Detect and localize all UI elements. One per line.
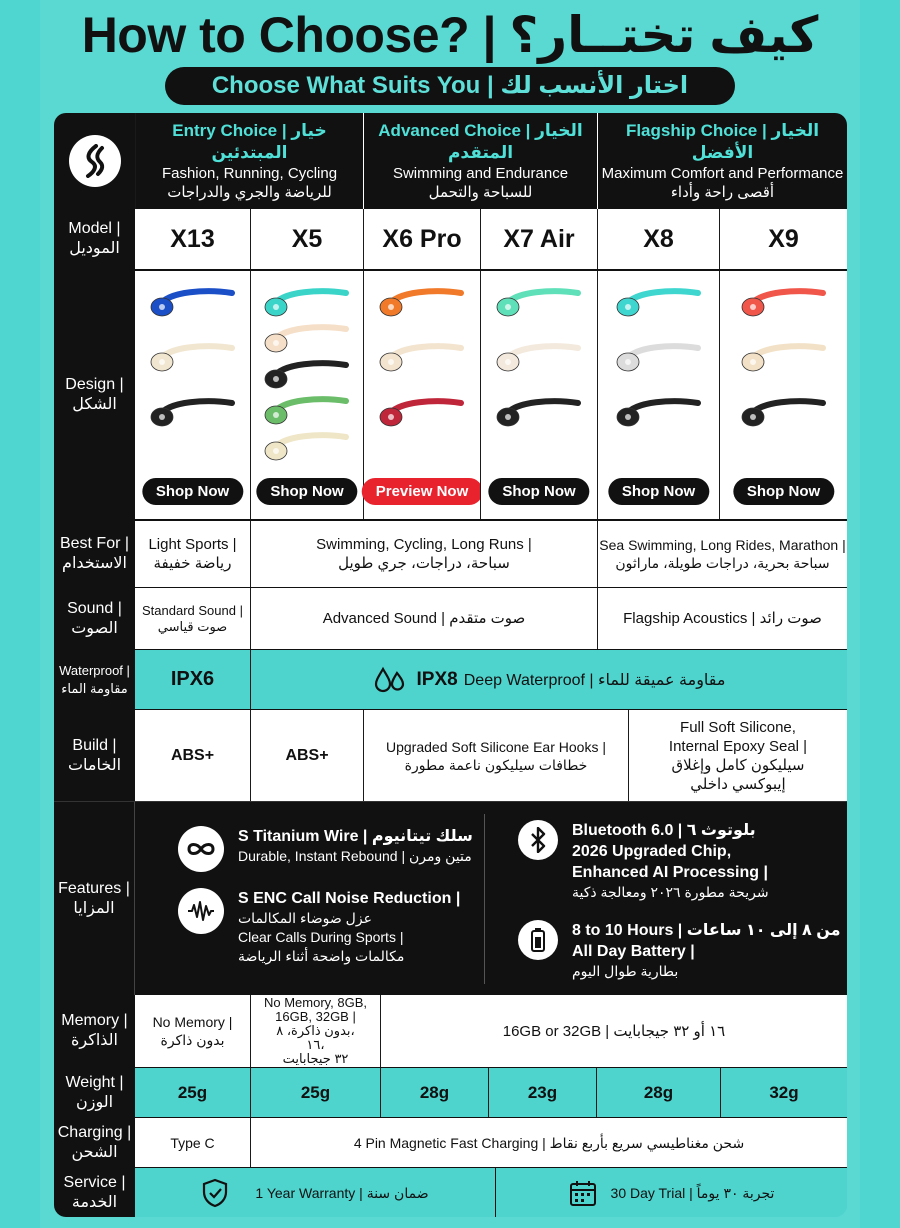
memory-l3: بدون ذاكرة، ٨، (276, 1023, 355, 1038)
model-name: X8 (643, 224, 674, 253)
sound-ar: صوت قياسي (157, 618, 228, 634)
weight-value: 32g (769, 1082, 799, 1102)
preview-now-button[interactable]: Preview Now (362, 478, 483, 505)
build-label-ar: الخامات (67, 756, 122, 774)
ipx6-rating: IPX6 (170, 668, 215, 690)
build-text-ar: خطافات سيليكون ناعمة مطورة (404, 756, 588, 773)
headphone-image (494, 393, 584, 429)
headphone-image (739, 283, 829, 319)
infinity-icon (178, 826, 224, 872)
headphone-image (739, 393, 829, 429)
feature-title: S ENC Call Noise Reduction | (238, 890, 461, 907)
waterproof-entry (135, 650, 250, 709)
feature-line: شريحة مطورة ٢٠٢٦ ومعالجة ذكية (572, 884, 769, 900)
weight-label-ar: الوزن (75, 1093, 114, 1111)
charging-label (54, 1118, 135, 1167)
tier-flagship-title: Flagship Choice | الخيار الأفضل (625, 121, 820, 162)
feature-line: بطارية طوال اليوم (572, 963, 679, 979)
weight-x9 (720, 1068, 847, 1117)
waterproof-label-ar: مقاومة الماء (61, 680, 128, 696)
build-flagship (628, 710, 847, 801)
headphone-image (494, 338, 584, 374)
shop-now-button[interactable]: Shop Now (142, 478, 243, 505)
sound-text: Flagship Acoustics | صوت رائد (623, 610, 822, 627)
waterproof-row (54, 649, 847, 709)
tier-flagship (597, 113, 847, 209)
best-for-en: Sea Swimming, Long Rides, Marathon | (599, 537, 846, 553)
tier-entry-title: Entry Choice | خيار المبتدئين (172, 121, 327, 162)
tier-entry-sub-ar: للرياضة والجري والدراجات (167, 184, 332, 201)
design-x5 (250, 271, 363, 519)
memory-row (54, 995, 847, 1067)
feature-line: 2026 Upgraded Chip, (572, 843, 732, 860)
feature-title: 8 to 10 Hours | من ٨ إلى ١٠ ساعات (572, 922, 841, 939)
memory-label-ar: الذاكرة (71, 1032, 118, 1049)
model-name: X9 (768, 224, 799, 253)
headphone-image (148, 283, 238, 319)
build-label-en: Build | (72, 736, 117, 754)
weight-label-en: Weight | (65, 1073, 124, 1091)
headphone-images (720, 283, 847, 473)
sound-label-ar: الصوت (71, 619, 118, 637)
build-text-l2: Internal Epoxy Seal | (668, 737, 808, 755)
design-x9 (719, 271, 847, 519)
memory-l5: ٣٢ جيجابايت (282, 1051, 349, 1066)
weight-value: 25g (300, 1082, 331, 1102)
weight-x5 (250, 1068, 380, 1117)
ipx8-rating: IPX8 (416, 668, 458, 690)
shield-check-icon (201, 1178, 229, 1208)
feature-line: All Day Battery | (572, 943, 695, 960)
design-label-ar: الشكل (72, 396, 117, 413)
tier-advanced-title: Advanced Choice | الخيار المتقدم (378, 121, 583, 162)
build-text-l3: سيليكون كامل وإغلاق (671, 756, 805, 774)
feature-line: عزل ضوضاء المكالمات (238, 910, 372, 926)
best-for-ar: رياضة خفيفة (153, 555, 232, 572)
best-for-label-ar: الاستخدام (62, 555, 127, 572)
build-x13 (135, 710, 250, 801)
headphone-image (148, 338, 238, 374)
headphone-image (262, 283, 352, 319)
feature-line: Enhanced AI Processing | (572, 864, 768, 881)
feature-bluetooth-text (572, 820, 769, 902)
tier-advanced-sub-en: Swimming and Endurance (392, 165, 569, 182)
tier-flagship-sub-en: Maximum Comfort and Performance (601, 165, 844, 182)
weight-x8 (596, 1068, 720, 1117)
model-label (54, 209, 135, 269)
tier-flagship-sub-ar: أقصى راحة وأداء (670, 184, 775, 201)
tier-advanced-sub-ar: للسباحة والتحمل (428, 184, 533, 201)
design-label (54, 271, 135, 519)
charging-row (54, 1117, 847, 1167)
battery-icon (518, 920, 558, 960)
weight-x13 (135, 1068, 250, 1117)
best-for-entry (135, 521, 250, 587)
memory-l1: No Memory, 8GB, (263, 995, 368, 1010)
memory-en: No Memory | (152, 1014, 233, 1030)
feature-bluetooth (518, 820, 769, 902)
memory-text: 16GB or 32GB | ١٦ أو ٣٢ جيجابايت (502, 1022, 726, 1040)
feature-titanium-text (238, 826, 473, 866)
features-row (54, 801, 847, 995)
water-drops-icon (373, 666, 407, 694)
waterproof-label-en: Waterproof | (59, 662, 130, 678)
memory-rest (380, 995, 847, 1067)
waterproof-label (54, 650, 135, 709)
build-text-l1: Full Soft Silicone, (680, 718, 796, 736)
features-label (54, 802, 135, 995)
feature-title: Bluetooth 6.0 | بلوتوث ٦ (572, 822, 756, 839)
memory-l2: 16GB, 32GB | (275, 1009, 356, 1024)
best-for-label-en: Best For | (59, 535, 130, 552)
headphone-image (262, 355, 352, 391)
headphone-image (739, 338, 829, 374)
weight-value: 23g (527, 1082, 558, 1102)
best-for-flagship (597, 521, 847, 587)
model-x9 (719, 209, 847, 269)
model-x7air (480, 209, 597, 269)
shop-now-button[interactable]: Shop Now (733, 478, 834, 505)
weight-x7air (488, 1068, 596, 1117)
model-name: X5 (291, 224, 323, 253)
tier-entry (135, 113, 363, 209)
model-x8 (597, 209, 719, 269)
feature-battery (518, 920, 841, 981)
warranty-text: 1 Year Warranty | ضمان سنة (255, 1184, 429, 1201)
sound-text: Advanced Sound | صوت متقدم (322, 610, 526, 627)
design-label-en: Design | (65, 376, 124, 393)
shop-now-button[interactable]: Shop Now (488, 478, 589, 505)
service-label-ar: الخدمة (71, 1193, 118, 1211)
weight-label (54, 1068, 135, 1117)
feature-title: S Titanium Wire | سلك تيتانيوم (238, 828, 473, 845)
features-divider (484, 814, 485, 984)
headphone-image (377, 338, 467, 374)
build-text-l4: إيبوكسي داخلي (690, 775, 786, 793)
sound-entry (135, 588, 250, 649)
service-label (54, 1168, 135, 1217)
tier-advanced (363, 113, 597, 209)
design-x6pro (363, 271, 480, 519)
subtitle-pill: Choose What Suits You | اختار الأنسب لك (165, 67, 735, 105)
build-label (54, 710, 135, 801)
build-x5 (250, 710, 363, 801)
service-trial (495, 1168, 847, 1217)
memory-ar: بدون ذاكرة (160, 1032, 225, 1048)
headphone-image (614, 283, 704, 319)
service-row (54, 1167, 847, 1217)
weight-row (54, 1067, 847, 1117)
model-x5 (250, 209, 363, 269)
noise-wave-icon (178, 888, 224, 934)
feature-titanium (178, 826, 473, 872)
features-label-ar: المزايا (73, 899, 115, 917)
weight-value: 28g (419, 1082, 450, 1102)
design-x13 (135, 271, 250, 519)
sound-label-en: Sound | (67, 599, 122, 617)
page-title: How to Choose? | كيف تختــار؟ (81, 7, 819, 63)
best-for-row (54, 519, 847, 587)
best-for-label (54, 521, 135, 587)
memory-l4: ١٦، (306, 1037, 325, 1052)
headphone-images (481, 283, 597, 473)
charging-rest (250, 1118, 847, 1167)
feature-enc-text (238, 888, 460, 966)
bluetooth-icon (518, 820, 558, 860)
headphone-image (262, 319, 352, 355)
headphone-image (377, 283, 467, 319)
headphone-image (262, 391, 352, 427)
best-for-en: Light Sports | (148, 536, 237, 553)
memory-x5 (250, 995, 380, 1067)
tier-row (54, 113, 847, 209)
brand-logo-icon (69, 135, 121, 187)
charging-entry (135, 1118, 250, 1167)
shop-now-button[interactable]: Shop Now (608, 478, 709, 505)
sound-advanced (250, 588, 597, 649)
memory-label-en: Memory | (61, 1012, 128, 1029)
model-name: X13 (170, 224, 215, 253)
waterproof-rest (250, 650, 847, 709)
headphone-images (364, 283, 480, 473)
best-for-ar: سباحة بحرية، دراجات طويلة، ماراثون (615, 555, 830, 571)
best-for-advanced (250, 521, 597, 587)
headphone-image (614, 338, 704, 374)
sound-en: Standard Sound | (142, 602, 243, 618)
feature-sub: Durable, Instant Rebound | متين ومرن (238, 848, 472, 864)
brand-logo-cell (54, 113, 135, 209)
design-x8 (597, 271, 719, 519)
feature-line: Clear Calls During Sports | (238, 929, 404, 945)
deep-waterproof-text: Deep Waterproof | مقاومة عميقة للماء (463, 671, 726, 689)
build-text-en: Upgraded Soft Silicone Ear Hooks | (386, 738, 606, 755)
sound-label (54, 588, 135, 649)
build-text: ABS+ (285, 746, 329, 764)
headphone-image (614, 393, 704, 429)
weight-value: 25g (177, 1082, 208, 1102)
shop-now-button[interactable]: Shop Now (256, 478, 357, 505)
headphone-images (251, 283, 363, 473)
headphone-image (494, 283, 584, 319)
design-x7air (480, 271, 597, 519)
model-label-ar: الموديل (69, 240, 120, 257)
service-label-en: Service | (63, 1173, 126, 1191)
calendar-icon (569, 1179, 597, 1207)
feature-battery-text (572, 920, 841, 981)
headphone-images (135, 283, 250, 473)
sound-row (54, 587, 847, 649)
feature-enc (178, 888, 460, 966)
charging-text: Type C (170, 1134, 215, 1151)
model-row (54, 209, 847, 269)
charging-text: 4 Pin Magnetic Fast Charging | شحن مغناطيسي سريع بأربع نقاط (353, 1134, 745, 1151)
best-for-ar: سباحة، دراجات، جري طويل (338, 555, 510, 572)
feature-line: مكالمات واضحة أثناء الرياضة (238, 948, 405, 964)
features-label-en: Features | (58, 879, 130, 897)
headphone-image (262, 427, 352, 463)
build-row (54, 709, 847, 801)
build-advanced (363, 710, 628, 801)
tier-entry-sub-en: Fashion, Running, Cycling (161, 165, 338, 182)
weight-x6pro (380, 1068, 488, 1117)
model-x13 (135, 209, 250, 269)
charging-label-en: Charging | (57, 1123, 132, 1141)
headphone-image (377, 393, 467, 429)
model-x6pro (363, 209, 480, 269)
sound-flagship (597, 588, 847, 649)
model-name: X7 Air (503, 224, 575, 253)
memory-x13 (135, 995, 250, 1067)
weight-value: 28g (643, 1082, 674, 1102)
model-label-en: Model | (68, 220, 121, 237)
headphone-image (148, 393, 238, 429)
trial-text: 30 Day Trial | تجربة ٣٠ يوماً (610, 1184, 775, 1201)
charging-label-ar: الشحن (71, 1143, 118, 1161)
best-for-en: Swimming, Cycling, Long Runs | (316, 536, 532, 553)
model-name: X6 Pro (382, 224, 462, 253)
headphone-images (598, 283, 719, 473)
design-row (54, 269, 847, 519)
memory-label (54, 995, 135, 1067)
service-warranty (135, 1168, 495, 1217)
build-text: ABS+ (170, 746, 215, 764)
